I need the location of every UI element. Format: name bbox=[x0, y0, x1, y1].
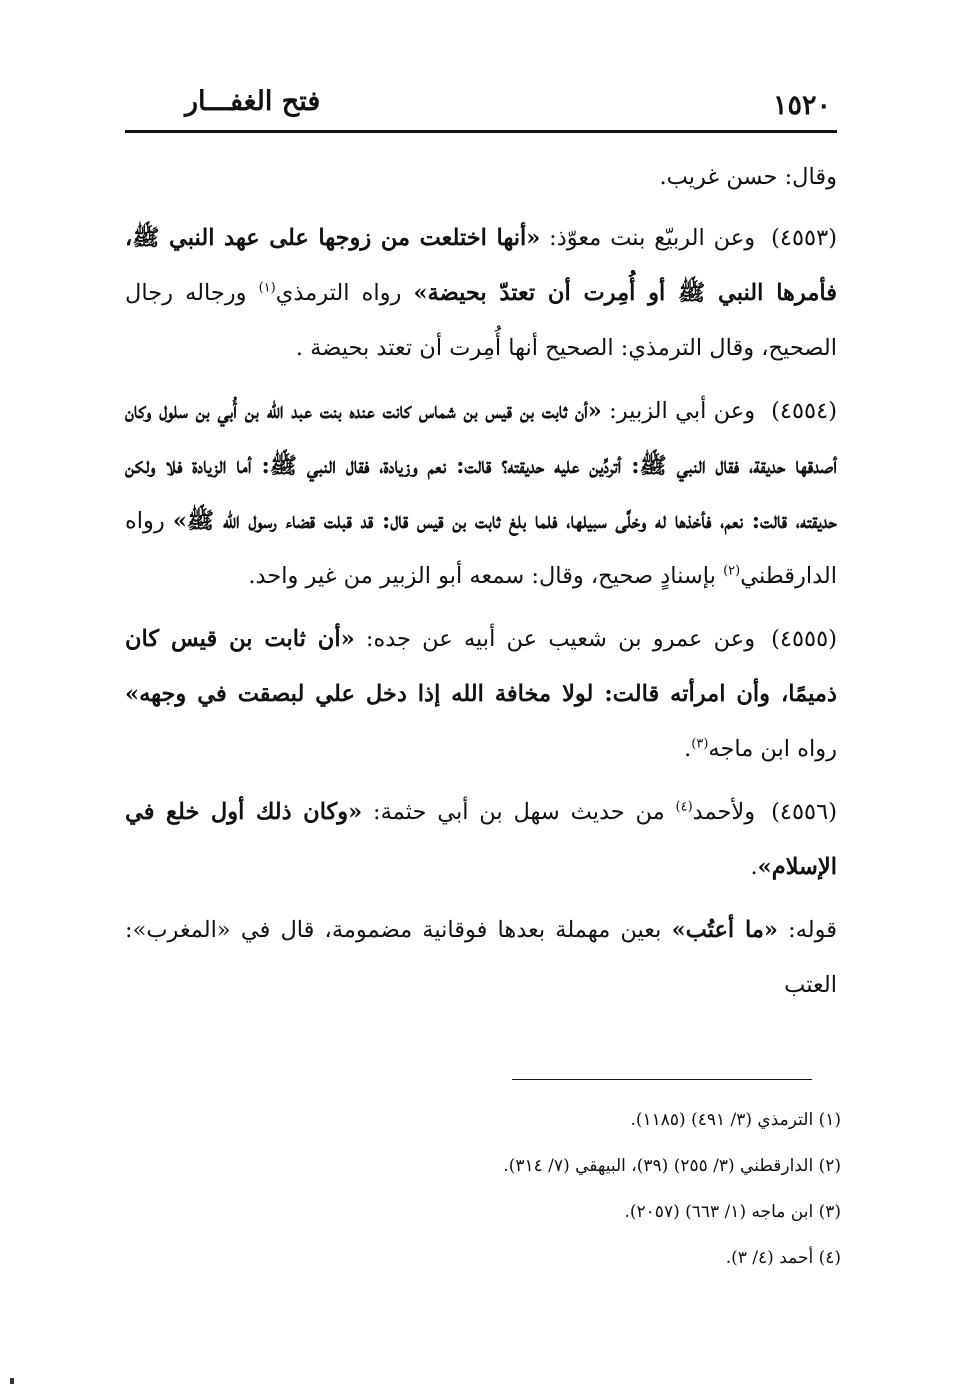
footnote-ref[interactable]: (٣) bbox=[691, 736, 709, 752]
hadith-note: بإسنادٍ صحيح، وقال: سمعه أبو الزبير من غير واحد. bbox=[248, 563, 724, 589]
hadith-number: (٤٥٥٥) bbox=[771, 626, 837, 652]
hadith-lead: وعن عمرو بن شعيب عن أبيه عن جده: bbox=[354, 626, 756, 652]
hadith-4553 bbox=[125, 211, 837, 376]
footnote-ref[interactable]: (١) bbox=[258, 280, 276, 296]
footnote-divider bbox=[512, 1079, 812, 1080]
footnote-1: (١) الترمذي (٣/ ٤٩١) (١١٨٥). bbox=[630, 1110, 841, 1130]
footnote-ref[interactable]: (٢) bbox=[723, 563, 741, 579]
running-title: فتح الغفـــار bbox=[185, 86, 321, 117]
hadith-lead: وعن أبي الزبير: bbox=[601, 398, 756, 424]
hadith-4554 bbox=[125, 384, 837, 604]
hadith-note: ورجاله رجال الصحيح، وقال الترمذي: الصحيح أنها أُمِرت أن تعتد بحيضة . bbox=[125, 280, 837, 361]
footnote-3: (٣) ابن ماجه (١/ ٦٦٣) (٢٠٥٧). bbox=[624, 1202, 841, 1222]
hadith-source: رواه الدارقطني bbox=[125, 508, 837, 589]
hadith-note: . bbox=[750, 854, 758, 880]
commentary bbox=[125, 903, 837, 1013]
scan-speck bbox=[10, 1378, 14, 1384]
hadith-number: (٤٥٥٤) bbox=[771, 398, 837, 424]
commentary-lead: قوله: bbox=[777, 917, 838, 943]
hadith-source: رواه الترمذي bbox=[275, 280, 414, 306]
hadith-note: . bbox=[684, 736, 692, 762]
page-header bbox=[125, 78, 837, 133]
hadith-number: (٤٥٥٣) bbox=[771, 225, 837, 251]
hadith-quote: «أنها اختلعت من زوجها على عهد النبي ﷺ، فأمرها النبي ﷺ أو أُمِرت أن تعتدّ بحيضة» bbox=[125, 225, 837, 306]
page-number: ١٥٢٠ bbox=[772, 90, 831, 121]
hadith-quote: «وكان ذلك أول خلع في الإسلام» bbox=[125, 799, 837, 880]
intro-line: وقال: حسن غريب. bbox=[659, 164, 837, 190]
hadith-number: (٤٥٥٦) bbox=[771, 799, 837, 825]
hadith-source: رواه ابن ماجه bbox=[708, 736, 837, 762]
footnote-2: (٢) الدارقطني (٣/ ٢٥٥) (٣٩)، البيهقي (٧/ ٣١٤). bbox=[503, 1156, 841, 1176]
hadith-lead: ولأحمد bbox=[692, 799, 756, 825]
main-text bbox=[125, 150, 837, 1021]
commentary-text: بعين مهملة بعدها فوقانية مضمومة، قال في «المغرب»: العتب bbox=[125, 917, 837, 998]
hadith-4556 bbox=[125, 785, 837, 895]
hadith-source: من حديث سهل بن أبي حثمة: bbox=[362, 799, 676, 825]
footnotes bbox=[241, 1097, 841, 1281]
commentary-quote: «ما أعتُب» bbox=[671, 917, 778, 943]
footnote-ref[interactable]: (٤) bbox=[675, 799, 693, 815]
footnote-4: (٤) أحمد (٤/ ٣). bbox=[725, 1248, 841, 1268]
hadith-4555 bbox=[125, 612, 837, 777]
hadith-quote: «أن ثابت بن قيس بن شماس كانت عنده بنت عبد الله بن أُبي بن سلول وكان أصدقها حديقة، فقال النبي ﷺ: أتردِّين عليه حديقته؟ قالت: نعم وزيادة، فقال النبي ﷺ: أما الزيادة فلا ولكن حديقته، قالت: نعم، فأخذها له وخلَّى سبيلها، فلما بلغ ثابت بن قيس قال: قد قبلت قضاء رسول الله ﷺ» bbox=[125, 398, 837, 534]
hadith-quote: «أن ثابت بن قيس كان ذميمًا، وأن امرأته قالت: لولا مخافة الله إذا دخل علي لبصقت في وجهه» bbox=[125, 626, 837, 707]
hadith-lead: وعن الربيّع بنت معوّذ: bbox=[540, 225, 756, 251]
